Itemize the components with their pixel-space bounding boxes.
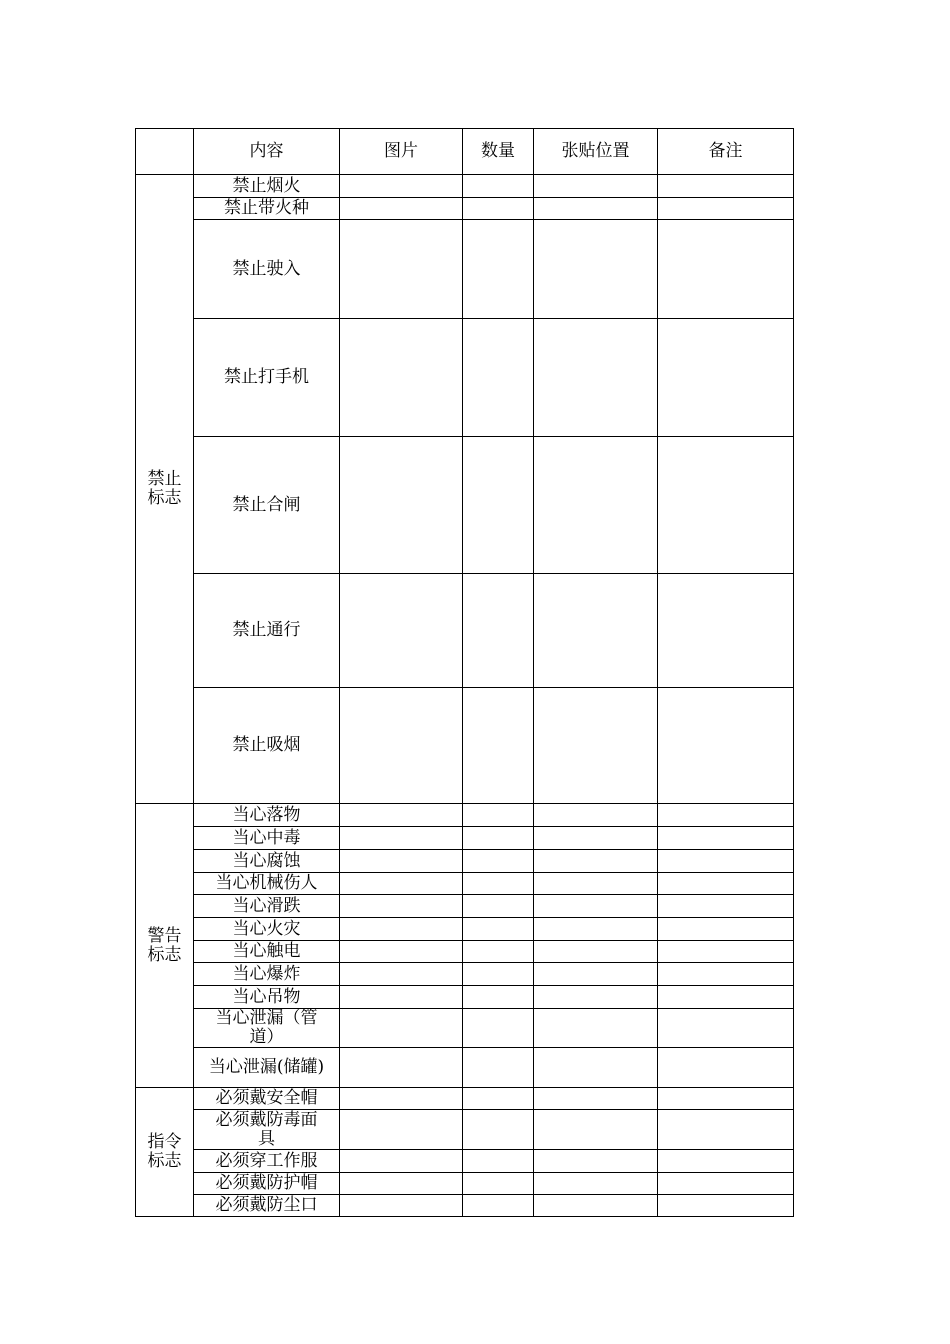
quantity-cell (463, 873, 534, 895)
remarks-cell (658, 1009, 794, 1048)
quantity-cell (463, 918, 534, 941)
table-row (136, 198, 794, 220)
remarks-cell (658, 319, 794, 437)
remarks-cell (658, 804, 794, 827)
remarks-cell (658, 986, 794, 1009)
picture-cell (340, 175, 463, 198)
content-cell (194, 175, 340, 198)
position-cell (534, 850, 658, 873)
picture-cell (340, 1048, 463, 1088)
content-label: 必须穿工作服 (215, 1150, 318, 1171)
remarks-cell (658, 850, 794, 873)
position-cell (534, 941, 658, 963)
quantity-cell (463, 1150, 534, 1173)
header-category (136, 129, 194, 175)
picture-cell (340, 941, 463, 963)
content-label: 当心吊物 (232, 986, 301, 1007)
content-cell (194, 220, 340, 319)
quantity-cell (463, 986, 534, 1009)
category-label: 警告标志 (147, 925, 182, 965)
table-row (136, 941, 794, 963)
content-cell (194, 574, 340, 688)
content-label: 禁止打手机 (224, 367, 309, 387)
remarks-cell (658, 688, 794, 804)
remarks-cell (658, 1088, 794, 1110)
remarks-cell (658, 437, 794, 574)
category-cell (136, 1088, 194, 1217)
content-cell (194, 1009, 340, 1048)
table-row (136, 1048, 794, 1088)
remarks-cell (658, 1150, 794, 1173)
quantity-cell (463, 220, 534, 319)
content-cell (194, 873, 340, 895)
picture-cell (340, 895, 463, 918)
picture-cell (340, 574, 463, 688)
position-cell (534, 1173, 658, 1195)
content-cell (194, 1088, 340, 1110)
content-label: 禁止烟火 (232, 175, 301, 196)
quantity-cell (463, 895, 534, 918)
content-label: 当心泄漏(储罐) (208, 1057, 325, 1077)
quantity-cell (463, 688, 534, 804)
position-cell (534, 1150, 658, 1173)
position-cell (534, 895, 658, 918)
remarks-cell (658, 1110, 794, 1150)
picture-cell (340, 688, 463, 804)
content-label: 当心火灾 (232, 918, 301, 939)
position-cell (534, 804, 658, 827)
picture-cell (340, 1173, 463, 1195)
position-cell (534, 1088, 658, 1110)
content-label: 当心泄漏（管道） (215, 1008, 318, 1047)
quantity-cell (463, 827, 534, 850)
content-label: 禁止驶入 (232, 258, 301, 279)
table-body (136, 129, 794, 1217)
table-row (136, 804, 794, 827)
content-label: 当心机械伤人 (215, 873, 318, 893)
table-row (136, 986, 794, 1009)
table-row (136, 1088, 794, 1110)
quantity-cell (463, 198, 534, 220)
table-row (136, 574, 794, 688)
table-row (136, 1009, 794, 1048)
content-cell (194, 850, 340, 873)
quantity-cell (463, 941, 534, 963)
content-cell (194, 827, 340, 850)
remarks-cell (658, 1048, 794, 1088)
content-label: 当心腐蚀 (232, 850, 301, 871)
content-label: 当心落物 (232, 804, 301, 825)
content-label: 当心爆炸 (232, 963, 301, 984)
content-label: 必须戴防护帽 (215, 1173, 318, 1193)
content-cell (194, 895, 340, 918)
content-cell (194, 986, 340, 1009)
picture-cell (340, 1088, 463, 1110)
quantity-cell (463, 804, 534, 827)
picture-cell (340, 319, 463, 437)
table-row (136, 850, 794, 873)
table-row (136, 1195, 794, 1217)
remarks-cell (658, 918, 794, 941)
position-cell (534, 175, 658, 198)
category-label: 禁止标志 (147, 469, 182, 508)
content-cell (194, 1150, 340, 1173)
picture-cell (340, 827, 463, 850)
table-row (136, 688, 794, 804)
position-cell (534, 688, 658, 804)
position-cell (534, 963, 658, 986)
content-label: 必须戴防尘口 (215, 1195, 318, 1215)
position-cell (534, 873, 658, 895)
content-cell (194, 1048, 340, 1088)
content-cell (194, 941, 340, 963)
content-cell (194, 804, 340, 827)
position-cell (534, 986, 658, 1009)
position-cell (534, 319, 658, 437)
header-picture: 图片 (340, 129, 463, 175)
picture-cell (340, 850, 463, 873)
remarks-cell (658, 827, 794, 850)
picture-cell (340, 804, 463, 827)
table-row (136, 873, 794, 895)
position-cell (534, 220, 658, 319)
quantity-cell (463, 1088, 534, 1110)
quantity-cell (463, 850, 534, 873)
quantity-cell (463, 963, 534, 986)
content-label: 禁止带火种 (224, 198, 309, 218)
picture-cell (340, 918, 463, 941)
picture-cell (340, 1150, 463, 1173)
sign-inventory-table (135, 128, 794, 1217)
content-label: 禁止合闸 (232, 494, 301, 515)
header-remarks: 备注 (658, 129, 794, 175)
position-cell (534, 1009, 658, 1048)
position-cell (534, 437, 658, 574)
quantity-cell (463, 1048, 534, 1088)
position-cell (534, 198, 658, 220)
picture-cell (340, 963, 463, 986)
content-cell (194, 1110, 340, 1150)
content-label: 必须戴防毒面具 (215, 1109, 318, 1149)
picture-cell (340, 1009, 463, 1048)
remarks-cell (658, 873, 794, 895)
table-row (136, 1110, 794, 1150)
position-cell (534, 1110, 658, 1150)
quantity-cell (463, 1009, 534, 1048)
position-cell (534, 918, 658, 941)
table-row (136, 175, 794, 198)
content-label: 禁止吸烟 (232, 735, 301, 755)
quantity-cell (463, 1173, 534, 1195)
remarks-cell (658, 220, 794, 319)
content-label: 当心触电 (232, 941, 301, 961)
remarks-cell (658, 895, 794, 918)
quantity-cell (463, 1110, 534, 1150)
category-cell (136, 804, 194, 1088)
table-row (136, 963, 794, 986)
position-cell (534, 827, 658, 850)
content-cell (194, 688, 340, 804)
quantity-cell (463, 1195, 534, 1217)
content-cell (194, 963, 340, 986)
table-row (136, 220, 794, 319)
content-cell (194, 437, 340, 574)
quantity-cell (463, 574, 534, 688)
content-cell (194, 1195, 340, 1217)
remarks-cell (658, 574, 794, 688)
picture-cell (340, 198, 463, 220)
quantity-cell (463, 437, 534, 574)
header-position: 张贴位置 (534, 129, 658, 175)
header-row (136, 129, 794, 175)
picture-cell (340, 1195, 463, 1217)
table-row (136, 437, 794, 574)
remarks-cell (658, 1173, 794, 1195)
table-row (136, 895, 794, 918)
content-cell (194, 319, 340, 437)
header-quantity: 数量 (463, 129, 534, 175)
remarks-cell (658, 198, 794, 220)
picture-cell (340, 986, 463, 1009)
content-label: 当心中毒 (232, 827, 301, 848)
remarks-cell (658, 1195, 794, 1217)
content-cell (194, 1173, 340, 1195)
remarks-cell (658, 941, 794, 963)
content-cell (194, 198, 340, 220)
content-label: 必须戴安全帽 (215, 1088, 318, 1108)
content-label: 禁止通行 (232, 620, 301, 640)
quantity-cell (463, 175, 534, 198)
picture-cell (340, 437, 463, 574)
table-row (136, 918, 794, 941)
picture-cell (340, 1110, 463, 1150)
remarks-cell (658, 963, 794, 986)
category-label: 指令标志 (147, 1132, 182, 1171)
position-cell (534, 1048, 658, 1088)
content-cell (194, 918, 340, 941)
table-row (136, 1150, 794, 1173)
position-cell (534, 1195, 658, 1217)
header-content: 内容 (194, 129, 340, 175)
quantity-cell (463, 319, 534, 437)
table-row (136, 827, 794, 850)
remarks-cell (658, 175, 794, 198)
picture-cell (340, 220, 463, 319)
table-row (136, 1173, 794, 1195)
table-row (136, 319, 794, 437)
position-cell (534, 574, 658, 688)
picture-cell (340, 873, 463, 895)
content-label: 当心滑跌 (232, 895, 301, 916)
category-cell (136, 175, 194, 804)
